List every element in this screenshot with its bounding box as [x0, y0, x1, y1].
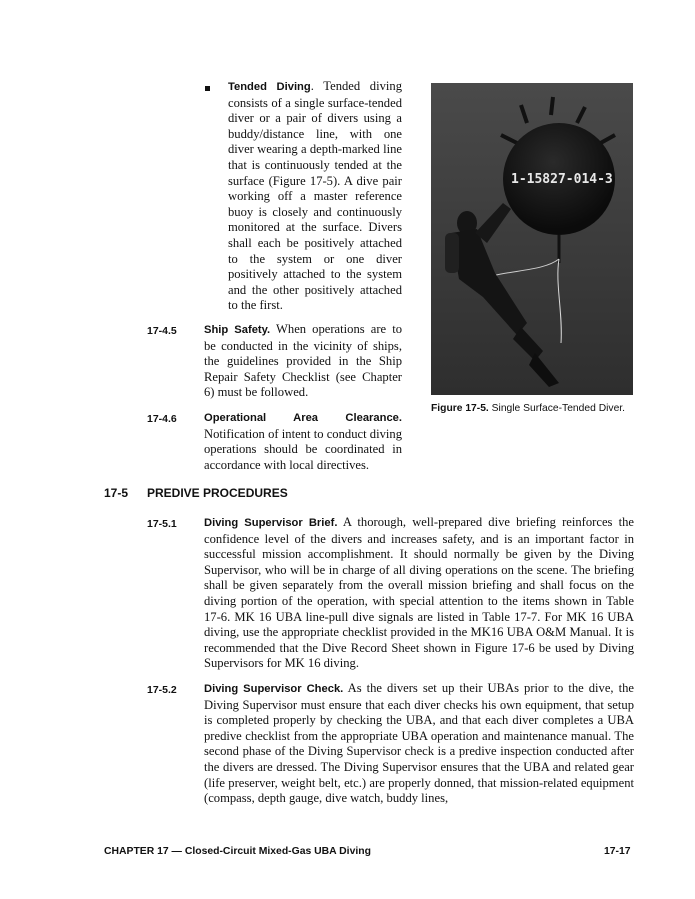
section-number-17-5-2: 17-5.2 [147, 684, 177, 696]
figure-caption-text: Single Surface-Tended Diver. [488, 403, 626, 414]
mine-marking: 1-15827-014-3 [511, 172, 613, 187]
figure-17-5-caption [431, 402, 633, 415]
footer-chapter-title: CHAPTER 17 — Closed-Circuit Mixed-Gas UBA Diving [104, 846, 371, 857]
supervisor-brief-title: Diving Supervisor Brief. [204, 517, 338, 529]
supervisor-check-paragraph [204, 681, 634, 807]
figure-label: Figure 17-5. [431, 403, 489, 414]
footer-page-number: 17-17 [604, 846, 631, 857]
ship-safety-paragraph [204, 322, 402, 401]
supervisor-brief-body: A thorough, well-prepared dive briefing reinforces the confidence level of the divers and increases safety, and is an important factor in successful mission accomplishment. It should normally be given by the Diving Supervisor, who will be in charge of all diving operations on the scene. The briefing shall be given separately from the overall mission briefing and shall focus on the diving portion of the operation, with special attention to the items shown in Table 17-6. MK 16 UBA line-pull dive signals are listed in Table 17-7. For MK 16 UBA diving, use the appropriate checklist provided in the MK16 UBA O&M Manual. It is recommended that the Dive Record Sheet shown in Figure 17-6 be used by Diving Supervisors for MK 16 diving. [204, 515, 634, 671]
section-number-17-5: 17-5 [104, 486, 129, 500]
supervisor-check-body: As the divers set up their UBAs prior to the dive, the Diving Supervisor must ensure that each diver checks his own equipment, that setup is completed properly by checking the UBA, and that each diver completes a UBA predive checklist from the appropriate UBA operation and maintenance manual. The second phase of the Diving Supervisor check is a predive inspection conducted after the divers are dressed. The Diving Supervisor ensures that the UBA and related gear (life preserver, weight belt, etc.) are properly donned, that mission-related equipment (compass, depth gauge, dive watch, buddy lines, [204, 681, 634, 806]
tended-diving-title: Tended Diving [228, 81, 311, 93]
supervisor-brief-paragraph [204, 515, 634, 672]
tended-diving-paragraph [204, 79, 402, 314]
section-title: PREDIVE PROCEDURES [147, 486, 288, 500]
section-number-17-5-1: 17-5.1 [147, 518, 177, 530]
section-number-17-4-6: 17-4.6 [147, 413, 177, 425]
section-number-17-4-5: 17-4.5 [147, 325, 177, 337]
area-clearance-body: Notification of intent to conduct diving operations should be coordinated in accordance with local directives. [204, 426, 402, 472]
ship-safety-title: Ship Safety. [204, 324, 271, 336]
ship-safety-body: When operations are to be conducted in the vicinity of ships, the guidelines provided in the Ship Repair Safety Checklist (see Chapter 6) must be followed. [204, 322, 402, 400]
tended-diving-body: . Tended diving consists of a single surface-tended diver or a pair of divers using a buddy/distance line, with one diver wearing a depth-marked line that is continuously tended at the surface (Figure 17-5). A dive pair working off a master reference buoy is closely and continuously monitored at the surface. Divers shall each be positively attached to the system or one diver positively attached to the system and the other positively attached to the first. [228, 79, 402, 313]
supervisor-check-title: Diving Supervisor Check. [204, 683, 344, 695]
area-clearance-paragraph [204, 410, 402, 473]
area-clearance-title: Operational Area Clearance. [204, 412, 402, 424]
figure-17-5-photo [431, 83, 633, 395]
